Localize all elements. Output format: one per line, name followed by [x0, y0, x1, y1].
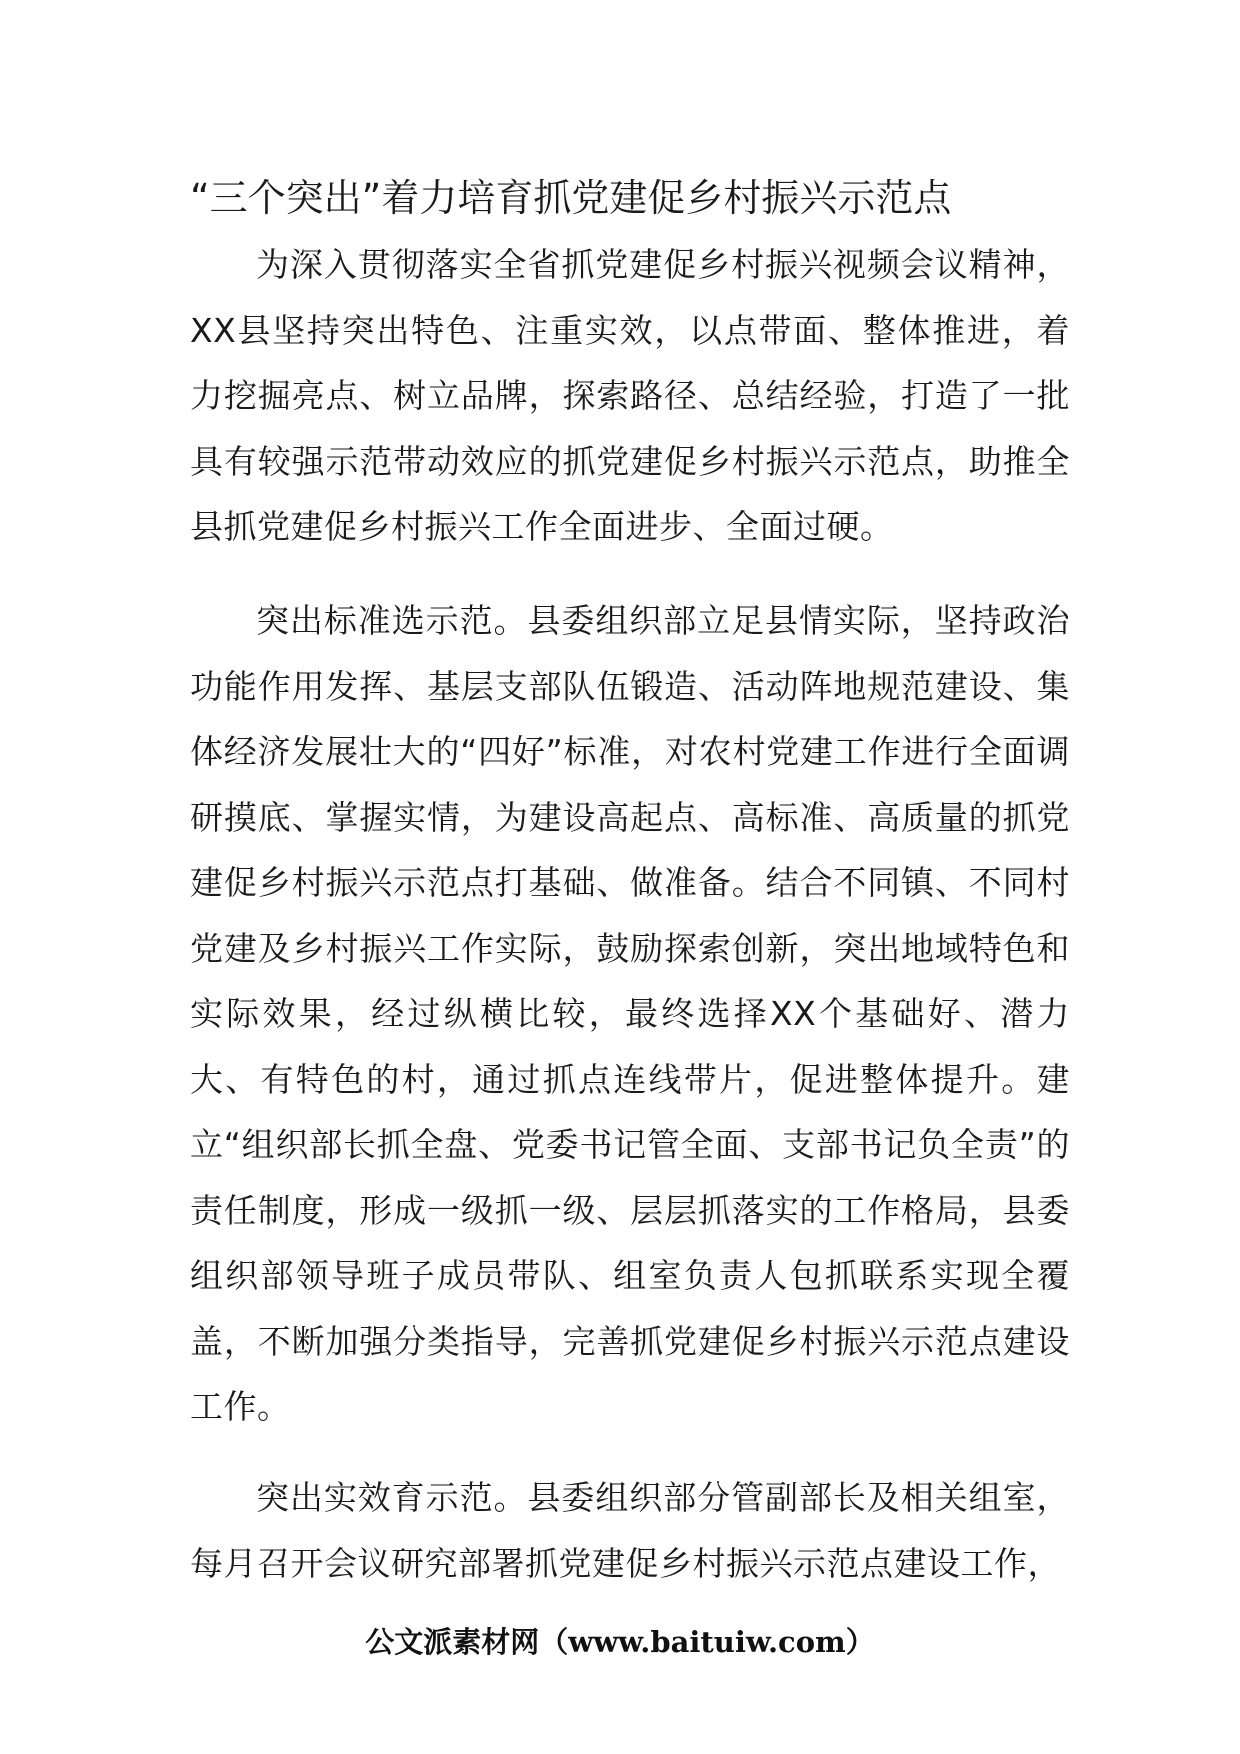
paragraph-effectiveness: 突出实效育示范。县委组织部分管副部长及相关组室，每月召开会议研究部署抓党建促乡村振兴示范点建设工作，: [190, 1478, 1070, 1583]
footer-watermark: 公文派素材网（www.baituiw.com）: [365, 1625, 875, 1659]
paragraph-intro: 为深入贯彻落实全省抓党建促乡村振兴视频会议精神，XX县坚持突出特色、注重实效，以点带面、整体推进，着力挖掘亮点、树立品牌，探索路径、总结经验，打造了一批具有较强示范带动效应的抓党建促乡村振兴示范点，助推全县抓党建促乡村振兴工作全面进步、全面过硬。: [190, 245, 1070, 546]
paragraph-standard-selection: 突出标准选示范。县委组织部立足县情实际，坚持政治功能作用发挥、基层支部队伍锻造、活动阵地规范建设、集体经济发展壮大的“四好”标准，对农村党建工作进行全面调研摸底、掌握实情，为建设高起点、高标准、高质量的抓党建促乡村振兴示范点打基础、做准备。结合不同镇、不同村党建及乡村振兴工作实际，鼓励探索创新，突出地域特色和实际效果，经过纵横比较，最终选择XX个基础好、潜力大、有特色的村，通过抓点连线带片，促进整体提升。建立“组织部长抓全盘、党委书记管全面、支部书记负全责”的责任制度，形成一级抓一级、层层抓落实的工作格局，县委组织部领导班子成员带队、组室负责人包抓联系实现全覆盖，不断加强分类指导，完善抓党建促乡村振兴示范点建设工作。: [190, 601, 1070, 1426]
document-title: “三个突出”着力培育抓党建促乡村振兴示范点: [190, 176, 952, 220]
